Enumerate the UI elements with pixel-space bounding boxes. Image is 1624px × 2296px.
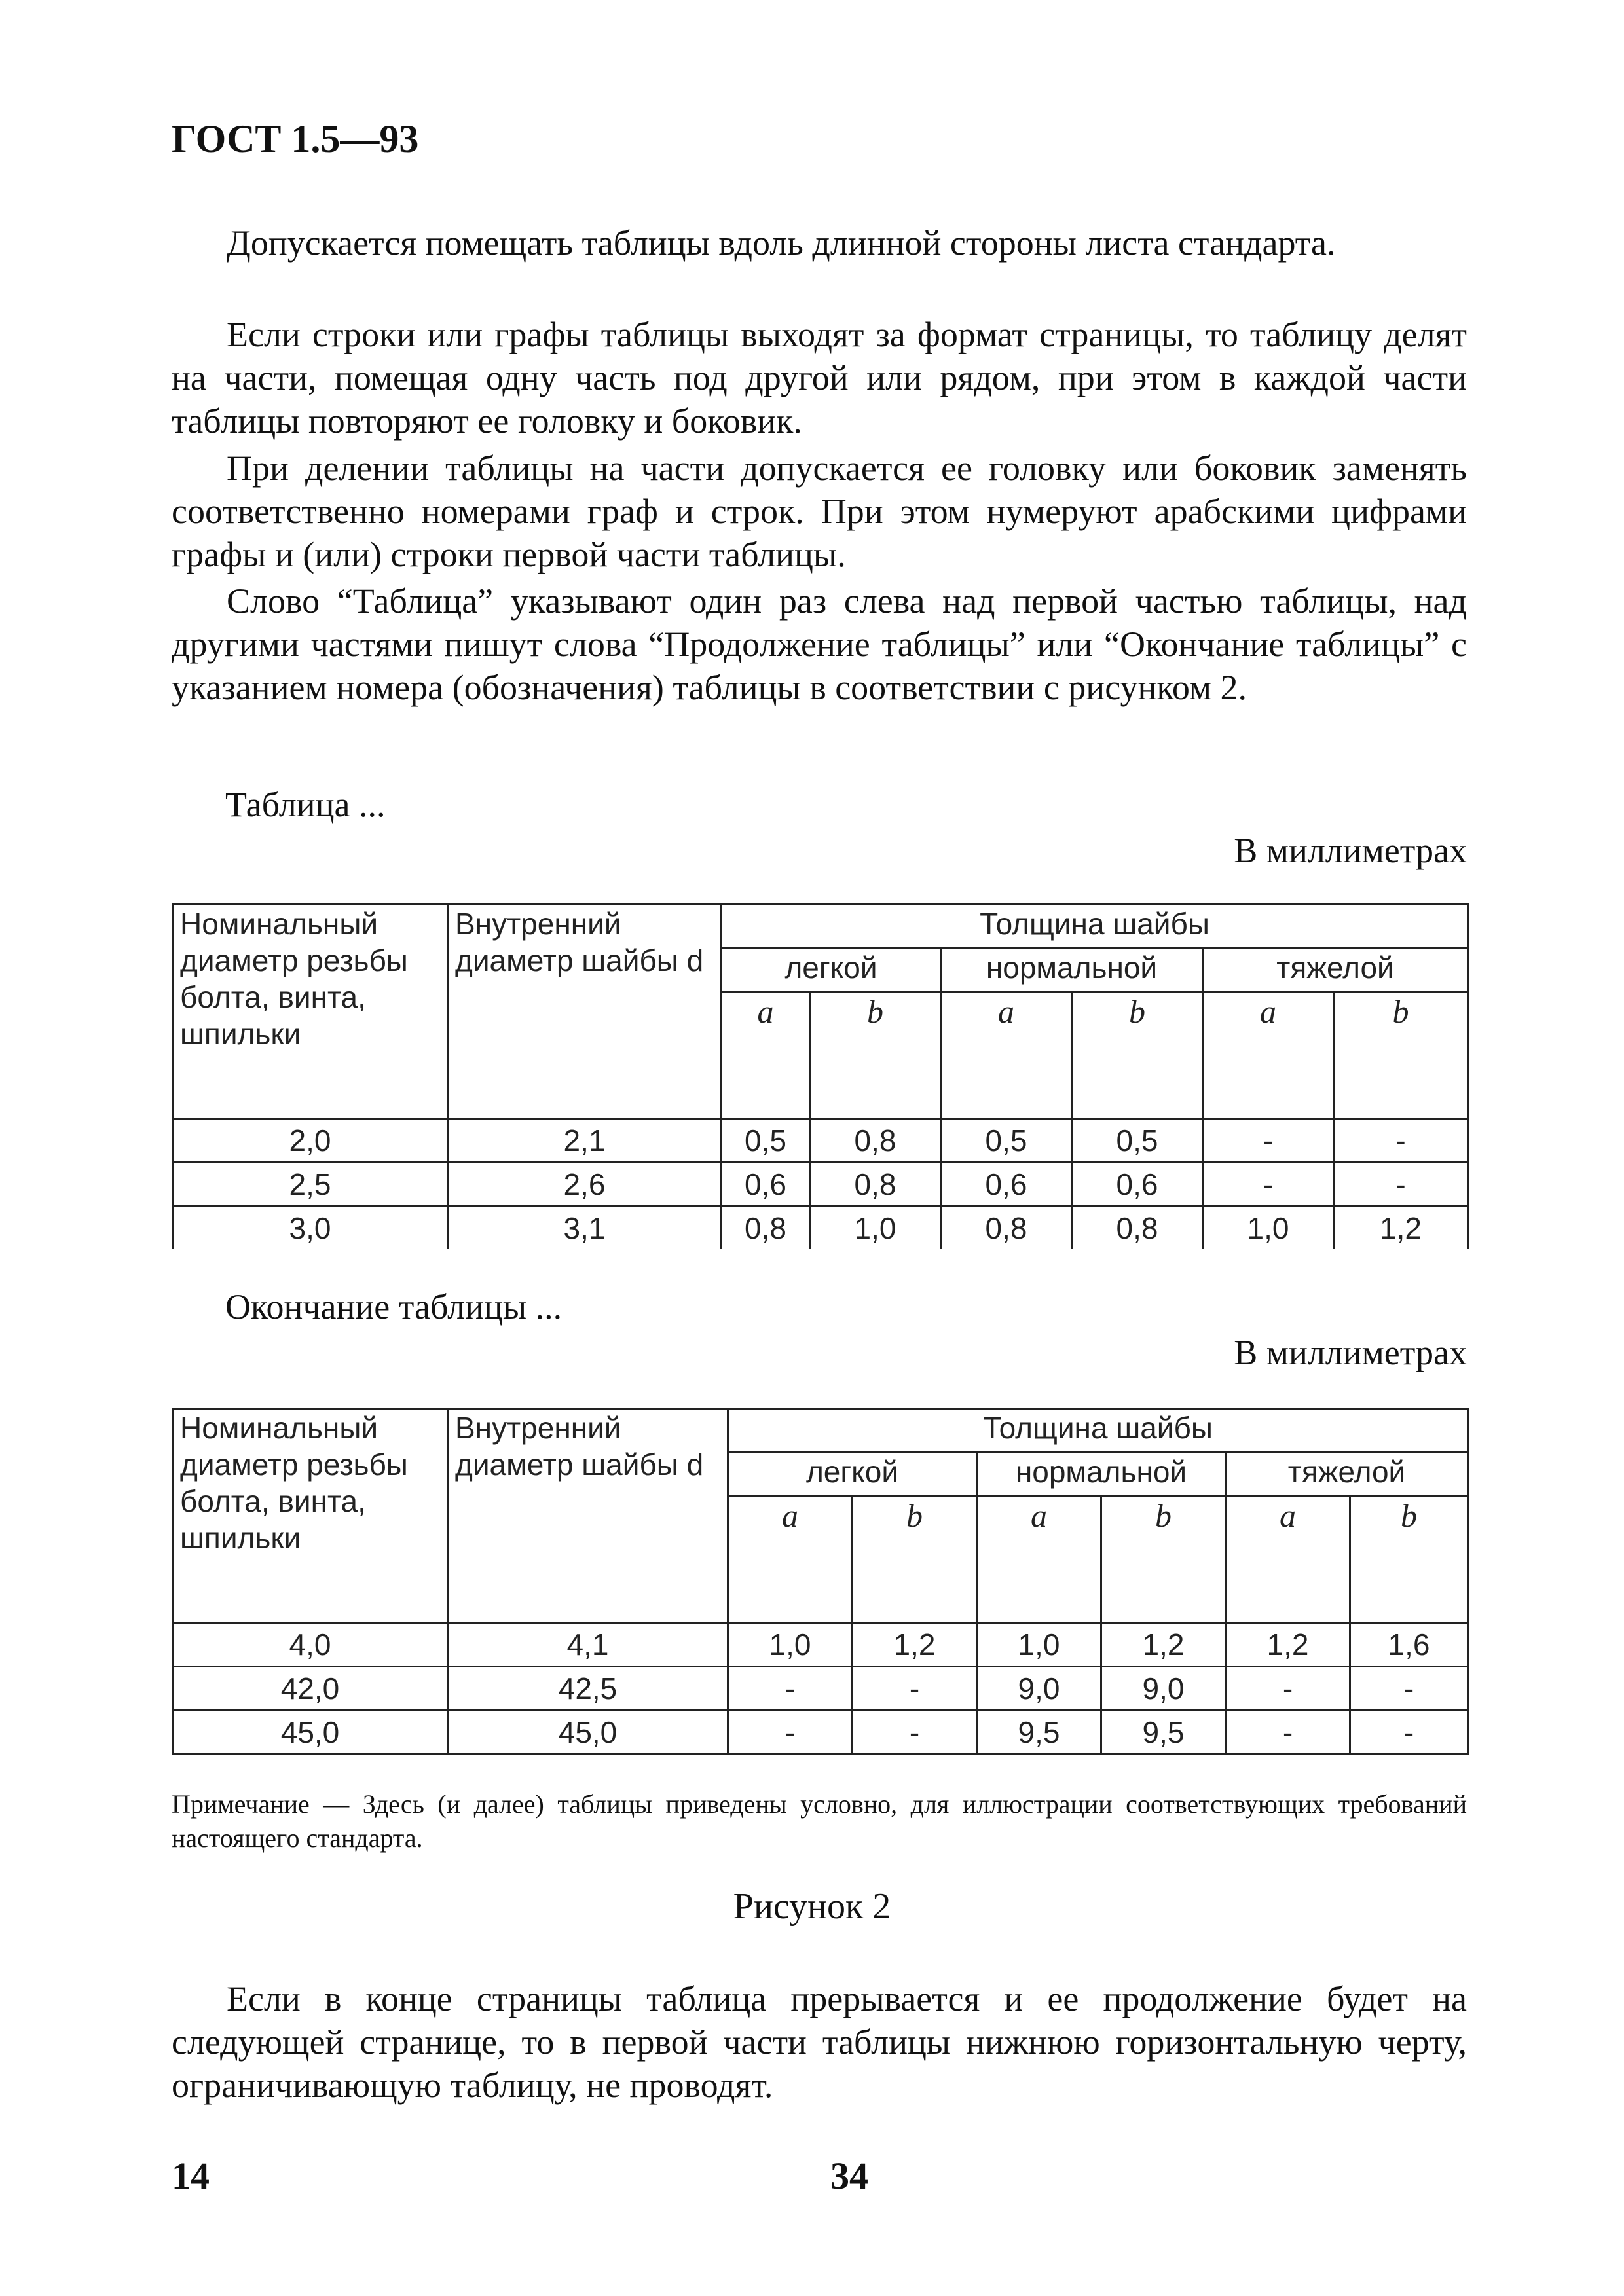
paragraph-4: Слово “Таблица” указывают один раз слева над первой частью таблицы, над другими частями пишут слова “Продолжение таблицы” или “Окончание таблицы” с указанием номера (обозначения) таблицы в соответствии с рисунком 2. xyxy=(172,581,1467,707)
header-a: a xyxy=(728,1497,853,1623)
header-normal: нормальной xyxy=(977,1453,1226,1497)
paragraph-1: Допускается помещать таблицы вдоль длинной стороны листа стандарта. xyxy=(227,223,1336,263)
header-normal: нормальной xyxy=(941,949,1203,993)
table-cell: 0,8 xyxy=(1072,1207,1203,1250)
header-heavy: тяжелой xyxy=(1226,1453,1468,1497)
header-b: b xyxy=(1101,1497,1226,1623)
header-a: a xyxy=(941,993,1072,1119)
table-cell: 1,2 xyxy=(1226,1623,1350,1667)
table-cell: - xyxy=(1350,1667,1468,1711)
table-cell: - xyxy=(1350,1711,1468,1755)
header-light: легкой xyxy=(722,949,941,993)
table-cell: - xyxy=(1203,1119,1334,1163)
table-cell: 1,2 xyxy=(1334,1207,1468,1250)
table-cell: 1,2 xyxy=(853,1623,977,1667)
figure-caption: Рисунок 2 xyxy=(733,1886,891,1927)
table-cell: 9,0 xyxy=(977,1667,1101,1711)
header-nominal-diameter: Номинальный диаметр резьбы болта, винта, шпильки xyxy=(173,1409,448,1623)
document-header: ГОСТ 1.5—93 xyxy=(172,117,419,160)
table-cell: 42,0 xyxy=(173,1667,448,1711)
table-cell: - xyxy=(1226,1667,1350,1711)
table-cell: 1,6 xyxy=(1350,1623,1468,1667)
table-cell: 45,0 xyxy=(448,1711,728,1755)
table-cell: 0,8 xyxy=(810,1119,941,1163)
table-cell: 9,5 xyxy=(1101,1711,1226,1755)
header-b: b xyxy=(1334,993,1468,1119)
table-cell: - xyxy=(728,1711,853,1755)
paragraph-3: При делении таблицы на части допускается ее головку или боковик заменять соответственно номерами граф и строк. При этом нумеруют арабскими цифрами графы и (или) строки первой части таблицы. xyxy=(172,448,1467,574)
table1-units: В миллиметрах xyxy=(1234,831,1467,870)
table-part-2 xyxy=(172,1408,1469,1755)
table-cell: 0,8 xyxy=(810,1163,941,1207)
table-cell: 3,1 xyxy=(448,1207,722,1250)
table-row xyxy=(173,1711,1468,1755)
page-number-left: 14 xyxy=(172,2155,210,2197)
header-inner-diameter: Внутренний диаметр шайбы d xyxy=(448,905,722,1119)
table-cell: 4,0 xyxy=(173,1623,448,1667)
table-cell: - xyxy=(1203,1163,1334,1207)
table-cell: 9,0 xyxy=(1101,1667,1226,1711)
table-cell: 42,5 xyxy=(448,1667,728,1711)
header-a: a xyxy=(1203,993,1334,1119)
header-nominal-diameter: Номинальный диаметр резьбы болта, винта, шпильки xyxy=(173,905,448,1119)
table-cell: 2,6 xyxy=(448,1163,722,1207)
header-light: легкой xyxy=(728,1453,977,1497)
table-cell: 1,0 xyxy=(977,1623,1101,1667)
table-cell: - xyxy=(1334,1163,1468,1207)
table-cell: - xyxy=(853,1667,977,1711)
table-cell: 0,8 xyxy=(722,1207,810,1250)
table-cell: 1,0 xyxy=(728,1623,853,1667)
table-cell: 9,5 xyxy=(977,1711,1101,1755)
header-b: b xyxy=(810,993,941,1119)
table-cell: - xyxy=(853,1711,977,1755)
header-b: b xyxy=(853,1497,977,1623)
table-cell: 1,2 xyxy=(1101,1623,1226,1667)
table2-caption: Окончание таблицы ... xyxy=(225,1287,563,1326)
header-b: b xyxy=(1072,993,1203,1119)
header-a: a xyxy=(1226,1497,1350,1623)
table-row xyxy=(173,1623,1468,1667)
table-cell: 2,0 xyxy=(173,1119,448,1163)
table1-caption: Таблица ... xyxy=(225,785,386,824)
table-row xyxy=(173,1119,1468,1163)
table-row xyxy=(173,1207,1468,1250)
table-note: Примечание — Здесь (и далее) таблицы приведены условно, для иллюстрации соответствующих требований настоящего стандарта. xyxy=(172,1789,1467,1853)
table-cell: 0,6 xyxy=(722,1163,810,1207)
header-heavy: тяжелой xyxy=(1203,949,1468,993)
table-cell: - xyxy=(728,1667,853,1711)
header-inner-diameter: Внутренний диаметр шайбы d xyxy=(448,1409,728,1623)
table-part-1 xyxy=(172,903,1469,1249)
page-number-center: 34 xyxy=(830,2155,868,2197)
table-cell: 0,5 xyxy=(941,1119,1072,1163)
table-cell: 4,1 xyxy=(448,1623,728,1667)
table-row xyxy=(173,1163,1468,1207)
header-a: a xyxy=(722,993,810,1119)
table-cell: 1,0 xyxy=(810,1207,941,1250)
table-cell: 2,5 xyxy=(173,1163,448,1207)
table-cell: 3,0 xyxy=(173,1207,448,1250)
table-cell: - xyxy=(1226,1711,1350,1755)
table-cell: 0,8 xyxy=(941,1207,1072,1250)
table-cell: 0,6 xyxy=(941,1163,1072,1207)
paragraph-5: Если в конце страницы таблица прерывается и ее продолжение будет на следующей странице, то в первой части таблицы нижнюю горизонтальную черту, ограничивающую таблицу, не проводят. xyxy=(172,1979,1467,2105)
table-cell: 45,0 xyxy=(173,1711,448,1755)
table-cell: 0,5 xyxy=(1072,1119,1203,1163)
table-cell: 1,0 xyxy=(1203,1207,1334,1250)
table-cell: 0,6 xyxy=(1072,1163,1203,1207)
header-thickness: Толщина шайбы xyxy=(728,1409,1468,1453)
header-b: b xyxy=(1350,1497,1468,1623)
table-cell: - xyxy=(1334,1119,1468,1163)
table2-units: В миллиметрах xyxy=(1234,1333,1467,1372)
header-thickness: Толщина шайбы xyxy=(722,905,1468,949)
table-cell: 0,5 xyxy=(722,1119,810,1163)
paragraph-2: Если строки или графы таблицы выходят за формат страницы, то таблицу делят на части, помещая одну часть под другой или рядом, при этом в каждой части таблицы повторяют ее головку и боковик. xyxy=(172,315,1467,441)
table-row xyxy=(173,1667,1468,1711)
table-cell: 2,1 xyxy=(448,1119,722,1163)
header-a: a xyxy=(977,1497,1101,1623)
